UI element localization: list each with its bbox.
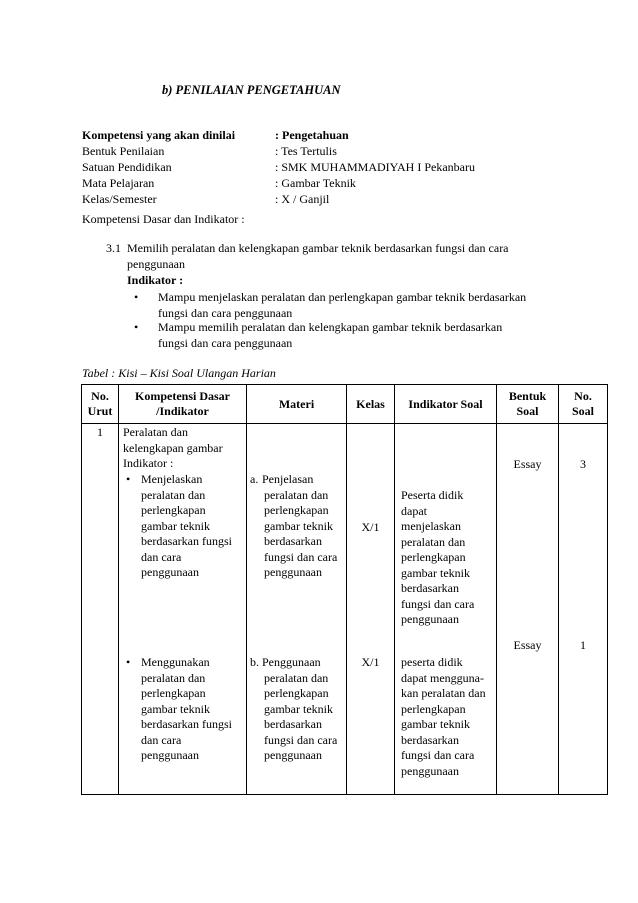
indicator-line: fungsi dan cara penggunaan <box>158 305 293 320</box>
indicator-line: Mampu menjelaskan peralatan dan perlengkapan gambar teknik berdasarkan <box>158 290 527 304</box>
info-key: Mata Pelajaran <box>82 176 155 190</box>
kelas-value: X/1 <box>361 520 380 534</box>
header-kelas: Kelas <box>347 385 395 424</box>
kd-text <box>127 241 567 272</box>
no-soal-value: 1 <box>580 638 586 652</box>
cell-no-soal <box>559 424 608 795</box>
info-value: : X / Ganjil <box>275 192 330 206</box>
info-key: Bentuk Penilaian <box>82 144 165 158</box>
cell-materi <box>247 424 347 795</box>
info-row-bentuk <box>82 144 562 160</box>
kd-sub-indicator: Menggunakan peralatan dan perlengkapan gambar teknik berdasarkan fungsi dan cara penggunaan <box>141 655 232 762</box>
cell-kelas <box>347 424 395 795</box>
cell-no <box>82 424 119 795</box>
info-row-satuan <box>82 160 562 176</box>
kisi-table <box>81 384 608 795</box>
section-heading: b) PENILAIAN PENGETAHUAN <box>162 83 341 97</box>
table-row <box>82 424 608 795</box>
indikator-label: Indikator : <box>127 273 184 287</box>
info-row-kompetensi <box>82 128 562 144</box>
kd-intro: Peralatan dan kelengkapan gambar Indikator : <box>123 425 223 470</box>
header-indikator-soal: Indikator Soal <box>395 385 497 424</box>
header-materi: Materi <box>247 385 347 424</box>
info-row-kelas <box>82 192 562 208</box>
bullet-icon: • <box>126 472 131 486</box>
header-no-soal: No. Soal <box>559 385 608 424</box>
bentuk-soal-value: Essay <box>513 638 542 652</box>
indicator-line: fungsi dan cara penggunaan <box>158 335 293 350</box>
indicator-text <box>158 290 578 321</box>
info-value: : SMK MUHAMMADIYAH I Pekanbaru <box>275 160 475 174</box>
indicator-text <box>158 320 578 351</box>
info-key: Kompetensi yang akan dinilai <box>82 128 236 142</box>
info-value: : Pengetahuan <box>275 128 349 142</box>
row-number: 1 <box>97 425 103 439</box>
bentuk-soal-value: Essay <box>513 457 542 471</box>
materi-text: Penjelasan peralatan dan perlengkapan gambar teknik berdasarkan fungsi dan cara penggunaan <box>262 472 338 579</box>
header-bentuk-soal: Bentuk Soal <box>497 385 559 424</box>
kd-sub-indicator: Menjelaskan peralatan dan perlengkapan gambar teknik berdasarkan fungsi dan cara penggunaan <box>141 472 232 579</box>
kd-number: 3.1 <box>106 241 121 255</box>
kd-text-line: Memilih peralatan dan kelengkapan gambar teknik berdasarkan fungsi dan cara <box>127 241 509 255</box>
info-value: : Gambar Teknik <box>275 176 356 190</box>
kd-text-line: penggunaan <box>127 256 185 271</box>
indikator-soal-text: Peserta didik dapat menjelaskan peralatan dan perlengkapan gambar teknik berdasarkan fungsi dan cara penggunaan <box>401 488 475 626</box>
header-no-urut: No. Urut <box>82 385 119 424</box>
no-soal-value: 3 <box>580 457 586 471</box>
kd-title: Kompetensi Dasar dan Indikator : <box>82 212 245 226</box>
indicator-line: Mampu memilih peralatan dan kelengkapan gambar teknik berdasarkan <box>158 320 503 334</box>
info-row-mapel <box>82 176 562 192</box>
table-caption: Tabel : Kisi – Kisi Soal Ulangan Harian <box>82 366 276 380</box>
bullet-icon: • <box>134 320 139 334</box>
cell-indikator-soal <box>395 424 497 795</box>
materi-text: Penggunaan peralatan dan perlengkapan gambar teknik berdasarkan fungsi dan cara penggunaan <box>262 655 338 762</box>
info-key: Kelas/Semester <box>82 192 157 206</box>
cell-kompetensi <box>119 424 247 795</box>
cell-bentuk-soal <box>497 424 559 795</box>
indikator-soal-text: peserta didik dapat mengguna- kan peralatan dan perlengkapan gambar teknik berdasarkan fungsi dan cara penggunaan <box>401 655 486 778</box>
materi-label: a. <box>250 472 259 486</box>
kelas-value: X/1 <box>361 655 380 669</box>
bullet-icon: • <box>134 290 139 304</box>
table-header-row <box>82 385 608 424</box>
info-key: Satuan Pendidikan <box>82 160 172 174</box>
materi-label: b. <box>250 655 259 669</box>
bullet-icon: • <box>126 655 131 669</box>
header-kompetensi: Kompetensi Dasar /Indikator <box>119 385 247 424</box>
info-value: : Tes Tertulis <box>275 144 337 158</box>
